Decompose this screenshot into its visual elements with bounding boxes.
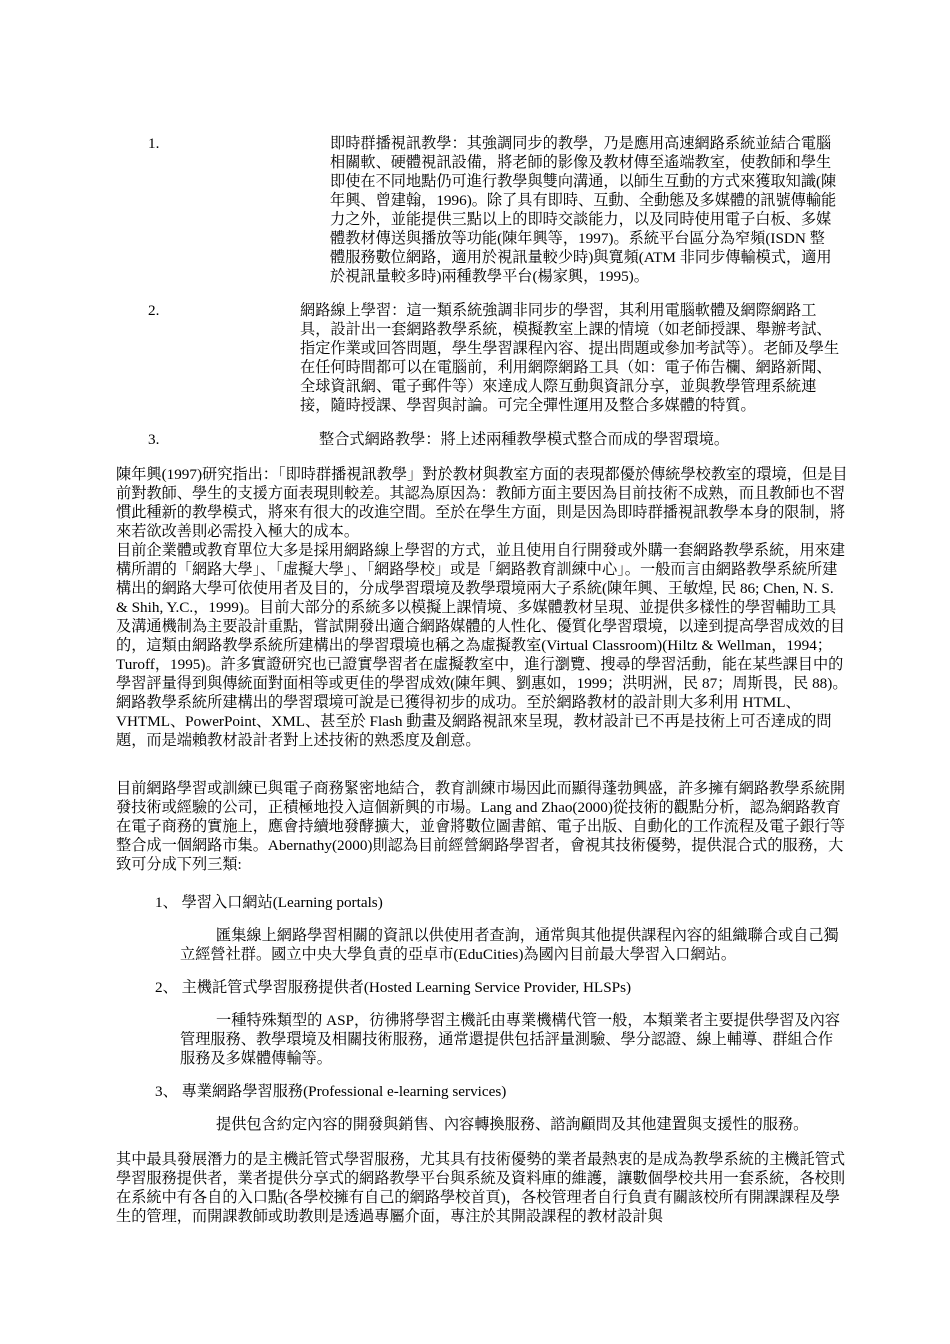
service-type-label: 3、 專業網路學習服務(Professional e-learning services) (155, 1083, 507, 1100)
service-type-description (180, 926, 840, 964)
service-type-label: 1、 學習入口網站(Learning portals) (155, 894, 383, 911)
service-type-description (180, 1115, 840, 1134)
list-item-number: 2. (148, 302, 160, 319)
list-item-text: 整合式網路教學：將上述兩種教學模式整合而成的學習環境。 (319, 431, 730, 448)
service-type-description (180, 1011, 840, 1068)
service-type-label: 2、 主機託管式學習服務提供者(Hosted Learning Service Provider, HLSPs) (155, 979, 632, 996)
list-item-text: 即時群播視訊教學：其強調同步的教學，乃是應用高速網路系統並結合電腦相關軟、硬體視訊設備，將老師的影像及教材傳至遙端教室，使教師和學生即使在不同地點仍可進行教學與雙向溝通，以師生互動的方式來獲取知識(陳年興、曾建翰，1996)。除了具有即時、互動、全動態及多媒體的訊號傳輸能力之外，並能提供三點以上的即時交談能力，以及同時使用電子白板、多媒體教材傳送與播放等功能(陳年興等，1997)。系統平台區分為窄頻(ISDN 整體服務數位網路，適用於視訊量較少時)與寬頻(ATM 非同步傳輸模式，適用於視訊量較多時)兩種教學平台(楊家興，1995)。 (330, 135, 837, 285)
list-item-number: 3. (148, 431, 160, 448)
body-paragraph: 目前網路學習或訓練已與電子商務緊密地結合，教育訓練市場因此而顯得蓬勃興盛，許多擁有網路教學系統開發技術或經驗的公司，正積極地投入這個新興的市場。Lang and Zhao(2000)從技術的觀點分析，認為網路教育在電子商務的實施上，應會持續地發酵擴大，並會將數位圖書館、電子出版、自動化的工作流程及電子銀行等整合成一個網路市集。Abernathy(2000)則認為目前經營網路學習者，會視其技術優勢，提供混合式的服務，大致可分成下列三類: (116, 780, 845, 873)
service-type-text: 提供包含約定內容的開發與銷售、內容轉換服務、諮詢顧問及其他建置與支援性的服務。 (216, 1116, 809, 1133)
body-paragraph: 目前企業體或教育單位大多是採用網路線上學習的方式，並且使用自行開發或外購一套網路教學系統，用來建構所謂的「網路大學」、「虛擬大學」、「網路學校」或是「網路教育訓練中心」。一般而言由網路教學系統所建構出的網路大學可依使用者及目的，分成學習環境及教學環境兩大子系統(陳年興、王敏煌, 民 86; Chen, N. S. & Shih, Y.C.，1999)。目前大部分的系統多以模擬上課情境、多媒體教材呈現、並提供多樣性的學習輔助工具及溝通機制為主要設計重點，嘗試開發出適合網路媒體的人性化、優質化學習環境，以達到提高學習成效的目的，這類由網路教學系統所建構出的學習環境也稱之為虛擬教室(Virtual Classroom)(Hiltz & Wellman，1994；Turoff，1995)。許多實證研究也已證實學習者在虛擬教室中，進行瀏覽、搜尋的學習活動，能在某些課目中的學習評量得到與傳統面對面相等或更佳的學習成效(陳年興、劉惠如，1999；洪明洲，民 87；周斯畏，民 88)。網路教學系統所建構出的學習環境可說是已獲得初步的成功。至於網路教材的設計則大多利用 HTML、VHTML、PowerPoint、XML、甚至於 Flash 動畫及網路視訊來呈現，教材設計已不再是技術上可否達成的問題，而是端賴教材設計者對上述技術的熟悉度及創意。 (116, 542, 848, 749)
body-paragraph: 其中最具發展潛力的是主機託管式學習服務，尤其具有技術優勢的業者最熱衷的是成為教學系統的主機託管式學習服務提供者，業者提供分享式的網路教學平台與系統及資料庫的維護，讓數個學校共用一套系統，各校則在系統中有各自的入口點(各學校擁有自己的網路學校首頁)，各校管理者自行負責有關該校所有開課課程及學生的管理，而開課教師或助教則是透過專屬介面，專注於其開設課程的教材設計與 (116, 1151, 845, 1225)
service-type-text: 一種特殊類型的 ASP，彷彿將學習主機託由專業機構代管一般，本類業者主要提供學習及內容管理服務、教學環境及相關技術服務，通常還提供包括評量測驗、學分認證、線上輔導、群組合作服務及多媒體傳輸等。 (180, 1012, 840, 1067)
list-item-text: 網路線上學習：這一類系統強調非同步的學習，其利用電腦軟體及網際網路工具，設計出一套網路教學系統，模擬教室上課的情境（如老師授課、舉辦考試、指定作業或回答問題，學生學習課程內容、提出問題或參加考試等）。老師及學生在任何時間都可以在電腦前，利用網際網路工具（如：電子佈告欄、網路新聞、全球資訊網、電子郵件等）來達成人際互動與資訊分享，並與教學管理系統連接，隨時授課、學習與討論。可完全彈性運用及整合多媒體的特質。 (300, 302, 840, 414)
list-item-number: 1. (148, 135, 160, 152)
service-type-text: 匯集線上網路學習相關的資訊以供使用者查詢，通常與其他提供課程內容的組織聯合或自己獨立經營社群。國立中央大學負責的亞卓市(EduCities)為國內目前最大學習入口網站。 (180, 927, 839, 963)
body-paragraph: 陳年興(1997)研究指出：「即時群播視訊教學」對於教材與教室方面的表現都優於傳統學校教室的環境，但是目前對教師、學生的支援方面表現則較差。其認為原因為：教師方面主要因為目前技術不成熟，而且教師也不習慣此種新的教學模式，將來有很大的改進空間。至於在學生方面，則是因為即時群播視訊教學本身的限制，將來若欲改善則必需投入極大的成本。 (116, 466, 848, 540)
